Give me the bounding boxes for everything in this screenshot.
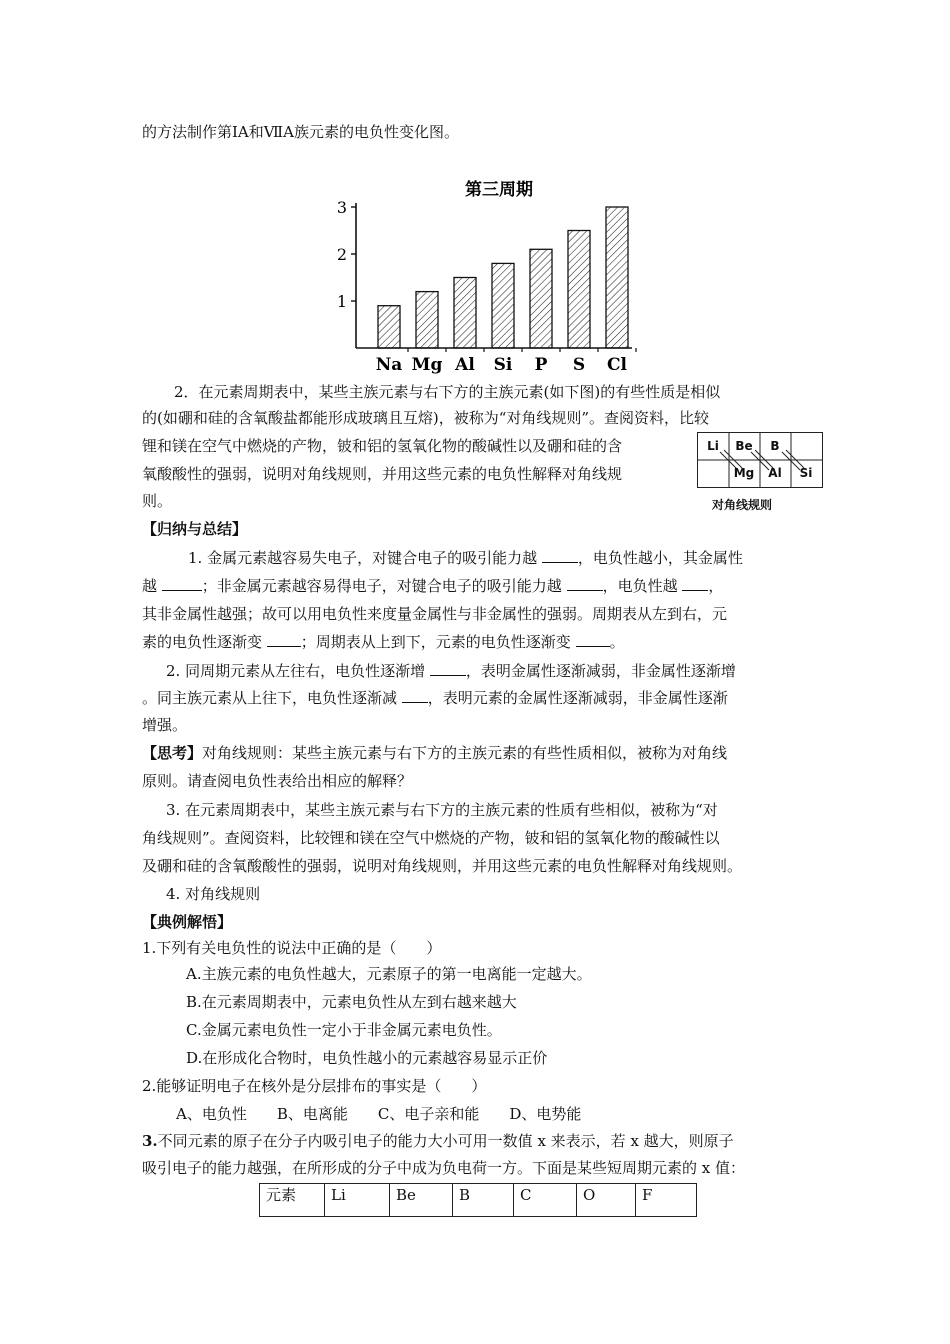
intro-line: 的方法制作第ⅠA和ⅦA族元素的电负性变化图。 (142, 123, 459, 141)
example-q3-line-1 (142, 1131, 734, 1151)
example-q1-option-b[interactable]: B.在元素周期表中，元素电负性从左到右越来越大 (186, 993, 517, 1011)
answer-blank[interactable] (576, 632, 610, 647)
diagram-cell-li: Li (707, 439, 719, 453)
think-line-2: 原则。请查阅电负性表给出相应的解释？ (142, 772, 413, 790)
summary-text: ；周期表从上到下，元素的电负性逐渐变 (300, 633, 571, 651)
think-heading: 【思考】 (142, 744, 203, 762)
summary-text: ；非金属元素越容易得电子，对键合电子的吸引能力越 (201, 577, 562, 595)
example-q3-number: 3. (142, 1132, 158, 1150)
y-tick-label: 1 (336, 292, 347, 311)
bar-p (530, 249, 552, 348)
q2-line-1: 2．在元素周期表中，某些主族元素与右下方的主族元素(如下图)的有些性质是相似 (174, 383, 721, 401)
summary-p2-line3: 增强。 (142, 716, 188, 734)
think-text: 对角线规则：某些主族元素与右下方的主族元素的有些性质相似，被称为对角线 (202, 744, 728, 762)
bar-cl (606, 207, 628, 348)
q2-line-2: 的(如硼和硅的含氧酸盐都能形成玻璃且互熔)，被称为“对角线规则”。查阅资料，比较 (142, 409, 710, 427)
chart-title: 第三周期 (465, 180, 533, 200)
summary-p1-line3: 其非金属性越强；故可以用电负性来度量金属性与非金属性的强弱。周期表从左到右，元 (142, 605, 728, 623)
example-q1-option-d[interactable]: D.在形成化合物时，电负性越小的元素越容易显示正价 (186, 1049, 548, 1067)
bar-si (492, 263, 514, 348)
example-q3-text: 不同元素的原子在分子内吸引电子的能力大小可用一数值 x 来表示，若 x 越大，则原子 (157, 1132, 734, 1150)
summary-text: 2. 同周期元素从左往右，电负性逐渐增 (166, 662, 426, 680)
x-tick-label-p: P (534, 355, 548, 375)
item3-line-2: 角线规则”。查阅资料，比较锂和镁在空气中燃烧的产物，铍和铝的氢氧化物的酸碱性以 (142, 829, 720, 847)
examples-heading: 【典例解悟】 (142, 913, 233, 931)
answer-blank[interactable] (542, 548, 578, 563)
q2-line-4: 氧酸酸性的强弱，说明对角线规则，并用这些元素的电负性解释对角线规 (142, 465, 623, 483)
table-cell: O (577, 1184, 636, 1217)
summary-text: 1. 金属元素越容易失电子，对键合电子的吸引能力越 (188, 549, 538, 567)
summary-text: 。 (609, 633, 625, 651)
summary-text: ，表明元素的金属性逐渐减弱，非金属性逐渐 (427, 689, 728, 707)
y-tick-label: 2 (336, 245, 347, 264)
bar-na (378, 306, 400, 348)
bar-s (568, 231, 590, 349)
diagram-cell-si: Si (799, 466, 813, 480)
x-tick-label-s: S (572, 355, 586, 375)
diagram-cell-b: B (770, 439, 780, 453)
summary-p2-line2 (142, 688, 728, 708)
table-row (260, 1184, 697, 1217)
answer-blank[interactable] (402, 688, 428, 703)
x-tick-label-si: Si (493, 355, 513, 375)
summary-text: ，电负性越小，其金属性 (577, 549, 743, 567)
table-cell: F (636, 1184, 697, 1217)
table-cell: C (514, 1184, 577, 1217)
answer-blank[interactable] (682, 576, 708, 591)
item4-line: 4. 对角线规则 (166, 885, 261, 903)
diagram-caption: 对角线规则 (712, 498, 773, 512)
example-q3-line-2: 吸引电子的能力越强，在所形成的分子中成为负电荷一方。下面是某些短周期元素的 x 值： (142, 1159, 745, 1177)
table-cell: Be (390, 1184, 453, 1217)
item3-line-1: 3. 在元素周期表中，某些主族元素与右下方的主族元素的性质有些相似，被称为“对 (166, 801, 718, 819)
example-q2: 2.能够证明电子在核外是分层排布的事实是（ ） (142, 1077, 487, 1095)
diagonal-rule-diagram (697, 432, 823, 488)
q2-line-3: 锂和镁在空气中燃烧的产物，铍和铝的氢氧化物的酸碱性以及硼和硅的含 (142, 437, 623, 455)
summary-text: 素的电负性逐渐变 (142, 633, 263, 651)
example-q2-options[interactable]: A、电负性 B、电离能 C、电子亲和能 D、电势能 (176, 1105, 582, 1123)
x-tick-label-mg: Mg (411, 355, 443, 375)
electronegativity-bar-chart (320, 172, 650, 377)
bar-al (454, 278, 476, 349)
x-tick-label-na: Na (375, 355, 403, 375)
example-q1: 1.下列有关电负性的说法中正确的是（ ） (142, 939, 442, 957)
item3-line-3: 及硼和硅的含氧酸酸性的强弱，说明对角线规则，并用这些元素的电负性解释对角线规则。 (142, 857, 743, 875)
x-tick-label-al: Al (455, 355, 475, 375)
y-tick-label: 3 (336, 198, 347, 217)
q2-line-5: 则。 (142, 492, 173, 510)
summary-p1-line4 (142, 632, 625, 652)
x-tick-label-cl: Cl (607, 355, 627, 375)
think-line-1 (142, 743, 727, 763)
answer-blank[interactable] (430, 661, 466, 676)
table-cell: B (453, 1184, 514, 1217)
summary-p2-line1 (166, 661, 736, 681)
summary-heading: 【归纳与总结】 (142, 520, 248, 538)
example-q1-option-c[interactable]: C.金属元素电负性一定小于非金属元素电负性。 (186, 1021, 502, 1039)
diagram-cell-mg: Mg (733, 466, 755, 480)
diagram-cell-al: Al (768, 466, 782, 480)
summary-p1-line1 (188, 548, 743, 568)
summary-text: ， (708, 577, 724, 595)
summary-p1-line2 (142, 576, 723, 596)
answer-blank[interactable] (162, 576, 202, 591)
summary-text: 。同主族元素从上往下，电负性逐渐减 (142, 689, 398, 707)
x-value-table (259, 1183, 697, 1217)
bar-mg (416, 292, 438, 348)
answer-blank[interactable] (267, 632, 301, 647)
summary-text: 越 (142, 577, 158, 595)
summary-text: ，电负性越 (602, 577, 678, 595)
table-cell: 元素 (260, 1184, 325, 1217)
summary-text: ，表明金属性逐渐减弱，非金属性逐渐增 (465, 662, 736, 680)
diagram-cell-be: Be (735, 439, 753, 453)
answer-blank[interactable] (567, 576, 603, 591)
example-q1-option-a[interactable]: A.主族元素的电负性越大，元素原子的第一电离能一定越大。 (186, 965, 592, 983)
table-cell: Li (325, 1184, 390, 1217)
